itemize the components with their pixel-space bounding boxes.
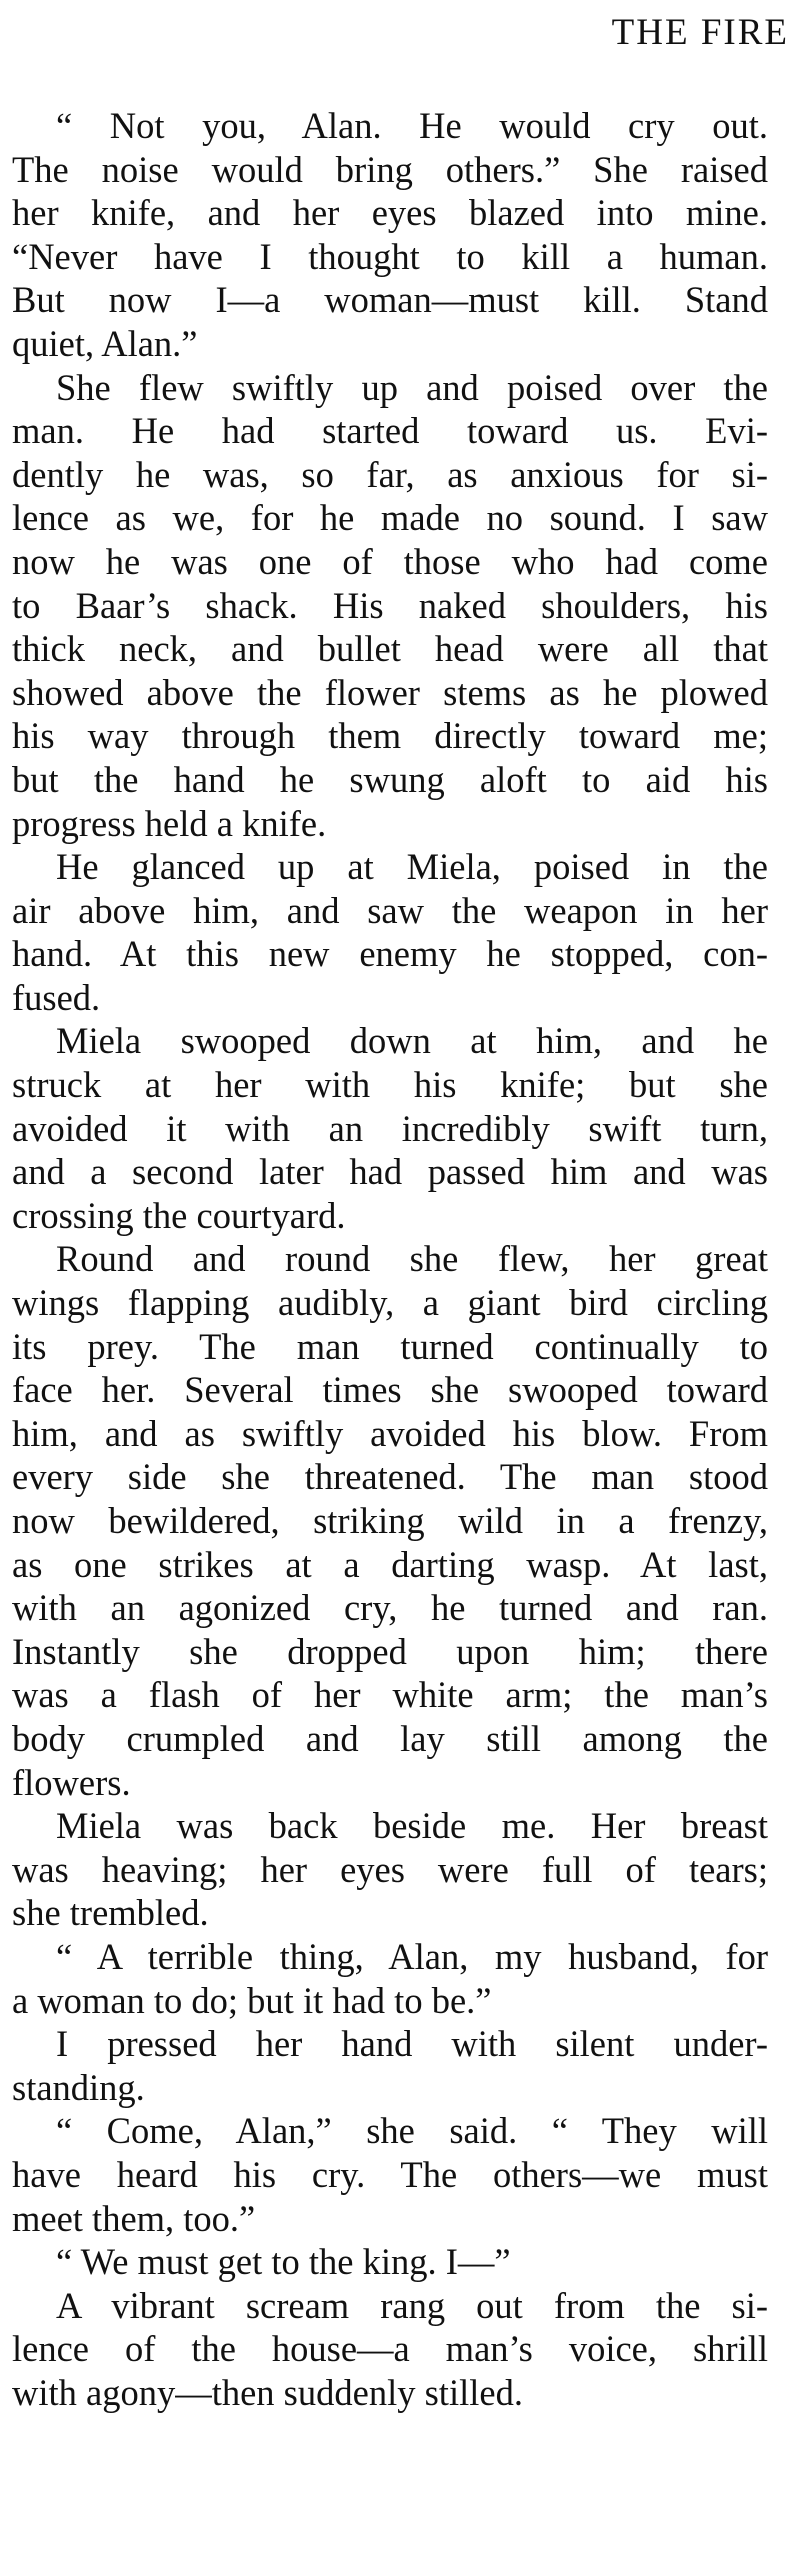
text-line: as one strikes at a darting wasp. At last, bbox=[12, 1543, 768, 1585]
paragraph bbox=[12, 2109, 768, 2240]
text-line: face her. Several times she swooped toward bbox=[12, 1369, 768, 1411]
text-line: him, and as swiftly avoided his blow. From bbox=[12, 1412, 768, 1454]
text-line: and a second later had passed him and was bbox=[12, 1151, 768, 1193]
text-line: quiet, Alan.” bbox=[12, 322, 198, 364]
paragraph bbox=[12, 1935, 768, 2022]
paragraph bbox=[12, 1237, 768, 1804]
text-line: He glanced up at Miela, poised in the bbox=[56, 846, 768, 888]
text-line: lence of the house—a man’s voice, shrill bbox=[12, 2328, 768, 2370]
text-line: “ Come, Alan,” she said. “ They will bbox=[56, 2110, 768, 2152]
text-line: hand. At this new enemy he stopped, con- bbox=[12, 933, 768, 975]
text-line: with agony—then suddenly stilled. bbox=[12, 2371, 523, 2413]
text-line: dently he was, so far, as anxious for si- bbox=[12, 453, 768, 495]
text-line: with an agonized cry, he turned and ran. bbox=[12, 1587, 768, 1629]
text-line: crossing the courtyard. bbox=[12, 1194, 346, 1236]
text-line: Instantly she dropped upon him; there bbox=[12, 1630, 768, 1672]
text-line: was a flash of her white arm; the man’s bbox=[12, 1674, 768, 1716]
running-head: THE FIRE bbox=[611, 12, 789, 53]
text-line: she trembled. bbox=[12, 1892, 209, 1934]
text-line: progress held a knife. bbox=[12, 802, 327, 844]
text-line: avoided it with an incredibly swift turn, bbox=[12, 1107, 768, 1149]
text-column bbox=[12, 104, 768, 2414]
text-line: man. He had started toward us. Evi- bbox=[12, 410, 768, 452]
text-line: meet them, too.” bbox=[12, 2197, 256, 2239]
text-line: fused. bbox=[12, 976, 101, 1018]
text-line: I pressed her hand with silent under- bbox=[56, 2023, 768, 2065]
text-line: now bewildered, striking wild in a frenzy, bbox=[12, 1500, 768, 1541]
text-line: his way through them directly toward me; bbox=[12, 715, 768, 757]
text-line: a woman to do; but it had to be.” bbox=[12, 1979, 492, 2021]
text-line: wings flapping audibly, a giant bird circling bbox=[12, 1282, 768, 1324]
text-line: “ We must get to the king. I—” bbox=[56, 2241, 511, 2283]
text-line: Miela was back beside me. Her breast bbox=[56, 1805, 768, 1847]
paragraph bbox=[12, 1804, 768, 1935]
text-line: air above him, and saw the weapon in her bbox=[12, 889, 768, 931]
text-line: standing. bbox=[12, 2066, 145, 2108]
text-line: but the hand he swung aloft to aid his bbox=[12, 758, 768, 800]
text-line: body crumpled and lay still among the bbox=[12, 1717, 768, 1759]
text-line: “Never have I thought to kill a human. bbox=[12, 235, 768, 277]
text-line: her knife, and her eyes blazed into mine. bbox=[12, 192, 768, 234]
text-line: thick neck, and bullet head were all that bbox=[12, 628, 768, 670]
text-line: flowers. bbox=[12, 1761, 131, 1803]
text-line: have heard his cry. The others—we must bbox=[12, 2153, 768, 2195]
text-line: The noise would bring others.” She raised bbox=[12, 148, 768, 190]
text-line: “ A terrible thing, Alan, my husband, for bbox=[56, 1935, 768, 1977]
paragraph bbox=[12, 2284, 768, 2415]
text-line: Round and round she flew, her great bbox=[56, 1238, 768, 1280]
text-line: lence as we, for he made no sound. I saw bbox=[12, 497, 768, 539]
paragraph bbox=[12, 2022, 768, 2109]
text-line: now he was one of those who had come bbox=[12, 540, 768, 582]
text-line: A vibrant scream rang out from the si- bbox=[56, 2284, 768, 2326]
text-line: to Baar’s shack. His naked shoulders, his bbox=[12, 584, 768, 626]
paragraph bbox=[12, 104, 768, 366]
text-line: every side she threatened. The man stood bbox=[12, 1456, 768, 1498]
paragraph bbox=[12, 1019, 768, 1237]
text-line: She flew swiftly up and poised over the bbox=[56, 366, 768, 408]
text-line: struck at her with his knife; but she bbox=[12, 1064, 768, 1106]
text-line: showed above the flower stems as he plowed bbox=[12, 671, 768, 713]
paragraph bbox=[12, 366, 768, 846]
text-line: its prey. The man turned continually to bbox=[12, 1325, 768, 1367]
text-line: But now I—a woman—must kill. Stand bbox=[12, 279, 768, 321]
text-line: Miela swooped down at him, and he bbox=[56, 1020, 768, 1062]
paragraph bbox=[12, 2240, 768, 2284]
text-line: was heaving; her eyes were full of tears; bbox=[12, 1848, 768, 1890]
paragraph bbox=[12, 845, 768, 1019]
text-line: “ Not you, Alan. He would cry out. bbox=[56, 105, 768, 146]
